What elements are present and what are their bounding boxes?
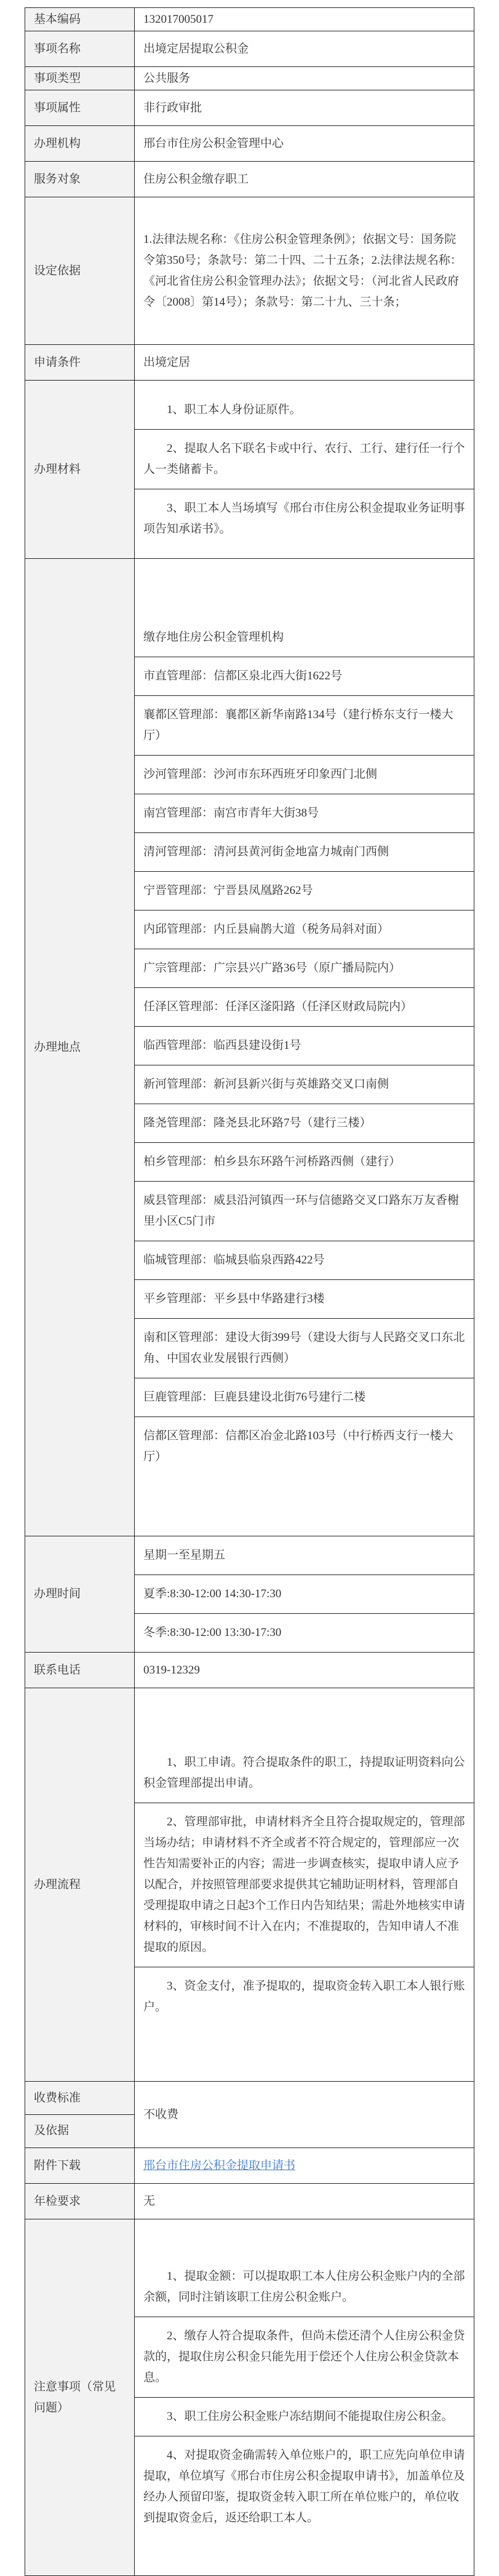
material-item: 2、提取人名下联名卡或中行、农行、工行、建行任一行个人一类储蓄卡。 xyxy=(135,430,474,489)
location-item: 任泽区管理部：任泽区滏阳路（任泽区财政局院内） xyxy=(135,988,474,1027)
label-hours: 办理时间 xyxy=(25,1536,135,1653)
location-item: 南宫管理部：南宫市青年大街38号 xyxy=(135,794,474,833)
label-basic-code: 基本编码 xyxy=(25,8,135,31)
value-target: 住房公积金缴存职工 xyxy=(135,162,474,197)
row-item-name xyxy=(25,31,474,67)
location-item: 沙河管理部：沙河市东环西班牙印象西门北侧 xyxy=(135,756,474,794)
value-item-type: 公共服务 xyxy=(135,67,474,90)
location-item: 威县管理部：威县沿河镇西一环与信德路交叉口路东万友香榭里小区C5门市 xyxy=(135,1182,474,1241)
process-item: 1、职工申请。符合提取条件的职工，持提取证明资料向公积金管理部提出申请。 xyxy=(135,1744,474,1803)
process-item: 2、管理部审批，申请材料齐全且符合提取规定的，管理部当场办结；申请材料不齐全或者不符合规定的，管理部应一次性告知需要补正的内容；需进一步调查核实，提取申请人应予以配合，并按照管理部要求提供其它辅助证明材料，管理部自受理提取申请之日起3个工作日内告知结果；需赴外地核实申请材料的，审核时间不计入在内；不准提取的，告知申请人不准提取的原因。 xyxy=(135,1803,474,1967)
label-download: 附件下载 xyxy=(25,2148,135,2184)
application-form-link[interactable]: 邢台市住房公积金提取申请书 xyxy=(143,2159,296,2172)
notes-list xyxy=(135,2219,474,2576)
value-download-cell xyxy=(135,2148,474,2184)
row-locations xyxy=(25,559,474,1536)
row-hours xyxy=(25,1536,474,1653)
value-phone: 0319-12329 xyxy=(135,1653,474,1688)
label-fee-line2: 及依据 xyxy=(34,2124,70,2137)
value-annual: 无 xyxy=(135,2184,474,2219)
label-process: 办理流程 xyxy=(25,1688,135,2082)
label-basis: 设定依据 xyxy=(25,197,135,345)
info-table-wrapper xyxy=(25,7,474,2524)
location-item: 柏乡管理部：柏乡县东环路午河桥路西侧（建行） xyxy=(135,1143,474,1182)
label-notes: 注意事项（常见问题） xyxy=(25,2219,135,2576)
label-item-name: 事项名称 xyxy=(25,31,135,67)
row-basic-code xyxy=(25,8,474,31)
label-org: 办理机构 xyxy=(25,126,135,162)
row-org xyxy=(25,126,474,162)
row-process xyxy=(25,1688,474,2082)
value-fee: 不收费 xyxy=(135,2082,474,2148)
location-item: 新河管理部：新河县新兴街与英雄路交叉口南侧 xyxy=(135,1065,474,1104)
hours-list xyxy=(135,1536,474,1653)
location-item: 缴存地住房公积金管理机构 xyxy=(135,618,474,657)
location-item: 临城管理部：临城县临泉西路422号 xyxy=(135,1241,474,1280)
location-item: 清河管理部：清河县黄河街金地富力城南门西侧 xyxy=(135,833,474,872)
material-item: 3、职工本人当场填写《邢台市住房公积金提取业务证明事项告知承诺书》。 xyxy=(143,501,465,535)
label-condition: 申请条件 xyxy=(25,345,135,381)
row-download xyxy=(25,2148,474,2184)
value-item-attr: 非行政审批 xyxy=(135,90,474,126)
location-item: 内邱管理部：内丘县扁鹊大道（税务局斜对面） xyxy=(135,911,474,949)
location-item: 襄都区管理部：襄都区新华南路134号（建行桥东支行一楼大厅） xyxy=(135,696,474,756)
hours-item: 星期一至星期五 xyxy=(135,1536,474,1575)
note-item: 2、缴存人符合提取条件，但尚未偿还清个人住房公积金贷款的，提取住房公积金只能先用于偿还个人住房公积金贷款本息。 xyxy=(135,2317,474,2398)
row-item-type xyxy=(25,67,474,90)
label-fee xyxy=(25,2082,135,2148)
process-list xyxy=(135,1688,474,2082)
row-materials xyxy=(25,381,474,559)
row-item-attr xyxy=(25,90,474,126)
label-locations: 办理地点 xyxy=(25,559,135,1536)
location-item: 隆尧管理部：隆尧县北环路7号（建行三楼） xyxy=(135,1104,474,1143)
value-condition: 出境定居 xyxy=(135,345,474,381)
row-basis xyxy=(25,197,474,345)
row-phone xyxy=(25,1653,474,1688)
hours-item: 夏季:8:30-12:00 14:30-17:30 xyxy=(135,1575,474,1614)
location-item: 市直管理部：信都区泉北西大街1622号 xyxy=(135,657,474,696)
location-item: 临西管理部：临西县建设街1号 xyxy=(135,1027,474,1065)
location-item: 巨鹿管理部：巨鹿县建设北街76号建行二楼 xyxy=(135,1378,474,1417)
location-item: 广宗管理部：广宗县兴广路36号（原广播局院内） xyxy=(135,949,474,988)
value-item-name: 出境定居提取公积金 xyxy=(135,31,474,67)
label-phone: 联系电话 xyxy=(25,1653,135,1688)
materials-list xyxy=(135,381,474,559)
location-item: 宁晋管理部：宁晋县凤凰路262号 xyxy=(135,872,474,911)
row-condition xyxy=(25,345,474,381)
row-fee xyxy=(25,2082,474,2148)
label-fee-line1: 收费标准 xyxy=(25,2082,134,2115)
row-annual xyxy=(25,2184,474,2219)
location-item: 南和区管理部：建设大街399号（建设大街与人民路交叉口东北角、中国农业发展银行西侧） xyxy=(135,1319,474,1378)
material-item: 1、职工本人身份证原件。 xyxy=(135,391,474,430)
value-basis: 1.法律法规名称：《住房公积金管理条例》；依据文号：国务院令第350号；条款号：第二十四、二十五条；2.法律法规名称：《河北省住房公积金管理办法》；依据文号：（河北省人民政府令〔2008〕第14号）；条款号：第二十九、三十条； xyxy=(135,197,474,345)
label-target: 服务对象 xyxy=(25,162,135,197)
location-item: 信都区管理部：信都区冶金北路103号（中行桥西支行一楼大厅） xyxy=(143,1429,453,1463)
note-item: 3、职工住房公积金账户冻结期间不能提取住房公积金。 xyxy=(135,2398,474,2436)
row-notes xyxy=(25,2219,474,2576)
label-item-type: 事项类型 xyxy=(25,67,135,90)
row-target xyxy=(25,162,474,197)
note-item: 1、提取金额：可以提取职工本人住房公积金账户内的全部余额，同时注销该职工住房公积金账户。 xyxy=(135,2258,474,2317)
value-basic-code: 132017005017 xyxy=(135,8,474,31)
value-org: 邢台市住房公积金管理中心 xyxy=(135,126,474,162)
location-item: 平乡管理部：平乡县中华路建行3楼 xyxy=(135,1280,474,1319)
service-info-table xyxy=(25,7,474,2576)
process-item: 3、资金支付，准予提取的，提取资金转入职工本人银行账户。 xyxy=(143,1979,465,2013)
label-item-attr: 事项属性 xyxy=(25,90,135,126)
label-materials: 办理材料 xyxy=(25,381,135,559)
locations-list xyxy=(135,559,474,1536)
note-item: 4、对提取资金确需转入单位账户的，职工应先向单位申请提取，单位填写《邢台市住房公积金提取申请书》，加盖单位及经办人预留印鉴，提取资金转入职工所在单位账户的，单位收到提取资金后，返还给职工本人。 xyxy=(143,2449,465,2524)
hours-item: 冬季:8:30-12:00 13:30-17:30 xyxy=(143,1626,282,1639)
label-annual: 年检要求 xyxy=(25,2184,135,2219)
